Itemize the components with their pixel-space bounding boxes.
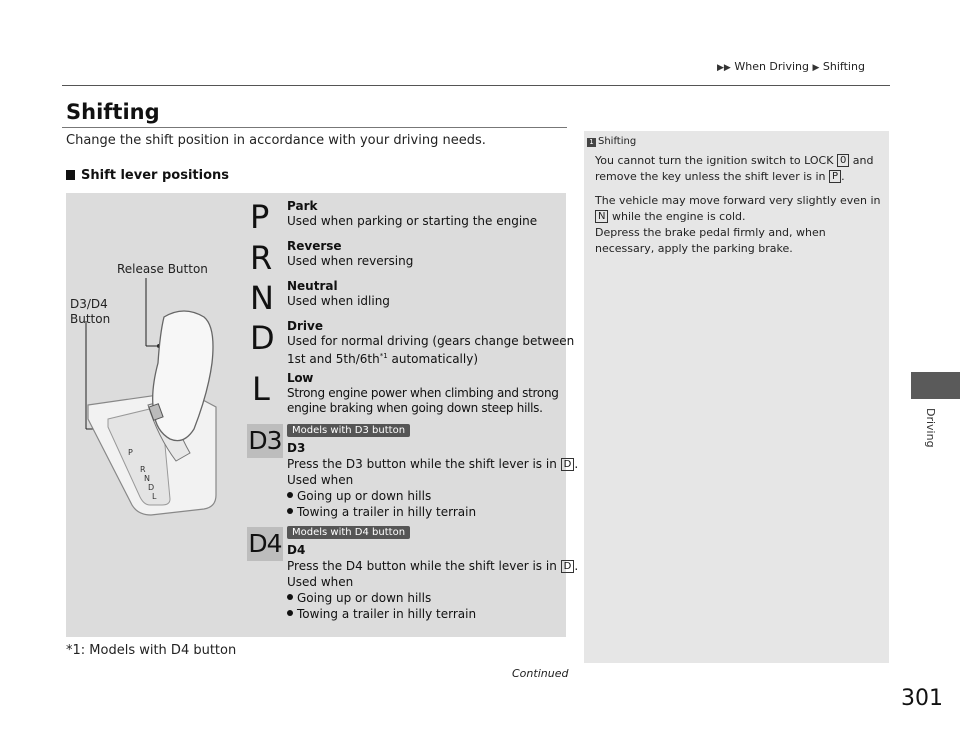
- drive-name: Drive: [287, 319, 323, 333]
- park-description: [287, 199, 537, 229]
- neutral-symbol: N: [250, 279, 274, 317]
- section-heading-text: Shift lever positions: [81, 168, 229, 183]
- breadcrumb-item-shifting[interactable]: Shifting: [822, 60, 865, 73]
- reverse-name: Reverse: [287, 239, 342, 253]
- park-name: Park: [287, 199, 318, 213]
- square-bullet-icon: [66, 170, 75, 180]
- drive-description: [287, 319, 574, 367]
- reverse-desc: Used when reversing: [287, 254, 414, 268]
- neutral-description: [287, 279, 390, 309]
- drive-desc-line1: Used for normal driving (gears change between: [287, 334, 575, 348]
- gate-letter: D: [148, 483, 155, 492]
- header-divider: [62, 85, 890, 86]
- list-item: [287, 488, 578, 504]
- low-name: Low: [287, 371, 314, 385]
- d3-desc-text: Press the D3 button while the shift lever is in: [287, 457, 561, 471]
- note-paragraph: Depress the brake pedal firmly and, when necessary, apply the parking brake.: [595, 226, 826, 255]
- note-text: .: [841, 170, 845, 183]
- d4-desc-text: Press the D4 button while the shift lever is in: [287, 559, 561, 573]
- d4-used-when: Used when: [287, 575, 354, 589]
- bullet-icon: [287, 508, 293, 514]
- drive-symbol: D: [250, 319, 275, 357]
- note-heading: [587, 136, 636, 147]
- note-text: The vehicle may move forward very slightly even in: [595, 194, 881, 207]
- title-divider: [62, 127, 567, 128]
- park-desc: Used when parking or starting the engine: [287, 214, 538, 228]
- park-key-icon: P: [829, 170, 841, 183]
- d3-symbol: D3: [247, 424, 283, 458]
- note-marker-icon: 1: [587, 138, 596, 147]
- note-paragraph: [595, 193, 883, 225]
- d4-desc-end: .: [574, 559, 579, 573]
- drive-desc-line2-text: 1st and 5th/6th: [287, 352, 380, 366]
- neutral-name: Neutral: [287, 279, 338, 293]
- low-description: [287, 371, 559, 416]
- d4-bullet-text: Towing a trailer in hilly terrain: [297, 607, 477, 621]
- low-symbol: L: [252, 370, 270, 408]
- d3-name: D3: [287, 441, 306, 455]
- intro-text: Change the shift position in accordance with your driving needs.: [66, 133, 486, 148]
- neutral-desc: Used when idling: [287, 294, 390, 308]
- breadcrumb-arrow-icon: ▶: [812, 63, 820, 73]
- release-button-label: Release Button: [117, 262, 208, 276]
- drive-desc-line2-end: automatically): [387, 352, 479, 366]
- chapter-tab[interactable]: [911, 372, 960, 399]
- list-item: [287, 606, 578, 622]
- breadcrumb-item-when-driving[interactable]: When Driving: [734, 60, 809, 73]
- gate-letter: R: [140, 465, 146, 474]
- low-desc-line2: engine braking when going down steep hills.: [287, 401, 543, 415]
- d3-used-when: Used when: [287, 473, 354, 487]
- list-item: [287, 504, 578, 520]
- continued-label: Continued: [512, 667, 569, 680]
- chapter-tab-label: Driving: [924, 408, 937, 448]
- bullet-icon: [287, 610, 293, 616]
- d3-desc: [287, 456, 578, 472]
- d3-desc-end: .: [574, 457, 579, 471]
- d3d4-label-line2: Button: [70, 312, 111, 326]
- d4-bullet-text: Going up or down hills: [297, 591, 432, 605]
- shift-lever-illustration: [66, 193, 276, 637]
- d4-desc: [287, 558, 578, 574]
- bullet-icon: [287, 594, 293, 600]
- d3-bullet-text: Towing a trailer in hilly terrain: [297, 505, 477, 519]
- footnote: *1: Models with D4 button: [66, 643, 237, 658]
- d3-bullet-text: Going up or down hills: [297, 489, 432, 503]
- neutral-key-icon: N: [595, 210, 608, 223]
- bullet-icon: [287, 492, 293, 498]
- d4-description: [287, 542, 578, 622]
- park-symbol: P: [250, 198, 270, 236]
- drive-desc-line2: [287, 349, 574, 367]
- d-position-key-icon: D: [561, 560, 575, 573]
- d-position-key-icon: D: [561, 458, 575, 471]
- note-text: You cannot turn the ignition switch to LOCK: [595, 154, 837, 167]
- d3-description: [287, 440, 578, 520]
- section-heading: [66, 168, 229, 183]
- breadcrumb-arrow-icon: ▶▶: [717, 63, 731, 73]
- d3-model-badge: Models with D3 button: [287, 424, 410, 437]
- note-heading-text: Shifting: [598, 136, 637, 147]
- reverse-description: [287, 239, 413, 269]
- breadcrumb: [717, 60, 865, 73]
- note-paragraph: [595, 153, 883, 185]
- d3d4-label-line1: D3/D4: [70, 297, 108, 311]
- note-text: and remove the key unless the shift lever is in: [595, 154, 874, 183]
- page-title: Shifting: [66, 100, 160, 124]
- note-body: [595, 153, 883, 265]
- page-number: 301: [901, 686, 943, 711]
- note-text: while the engine is cold.: [608, 210, 746, 223]
- low-desc-line1: Strong engine power when climbing and strong: [287, 386, 559, 400]
- gate-letter: P: [128, 448, 133, 457]
- d4-symbol: D4: [247, 527, 283, 561]
- reverse-symbol: R: [250, 239, 273, 277]
- footnote-ref: *1: [379, 352, 388, 360]
- d4-model-badge: Models with D4 button: [287, 526, 410, 539]
- lock-zero-key-icon: 0: [837, 154, 849, 167]
- gate-letter: N: [144, 474, 150, 483]
- gate-letter: L: [152, 492, 157, 501]
- list-item: [287, 590, 578, 606]
- d4-name: D4: [287, 543, 306, 557]
